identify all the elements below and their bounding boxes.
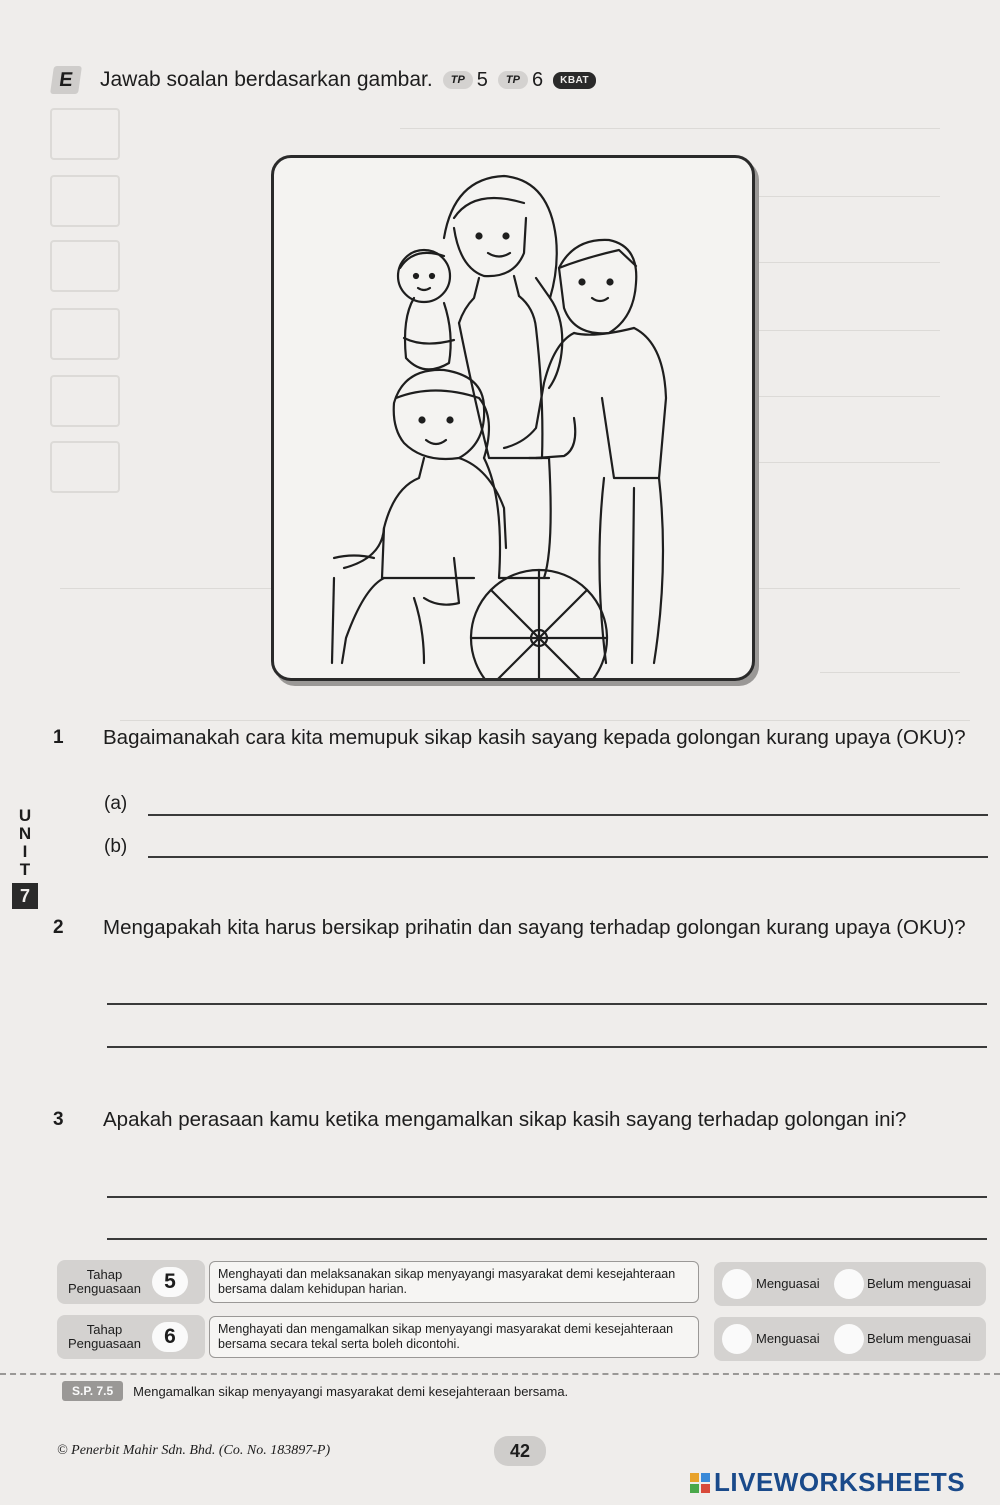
question-1a-answer-line[interactable] [148, 814, 988, 816]
question-3-text: Apakah perasaan kamu ketika mengamalkan sikap kasih sayang terhadap golongan ini? [103, 1108, 907, 1131]
illustration-drawing [274, 158, 752, 678]
question-3-number: 3 [53, 1109, 64, 1130]
page-number: 42 [494, 1436, 546, 1466]
unit-tab-number: 7 [12, 883, 38, 909]
mastery-level-number: 6 [152, 1322, 188, 1352]
tp-tag-number: 6 [531, 68, 544, 91]
question-2-number: 2 [53, 917, 64, 938]
question-3-answer-line-1[interactable] [107, 1196, 987, 1198]
unit-tab-letter: T [19, 860, 31, 879]
dashed-separator [0, 1373, 1000, 1375]
mastery-level-label [57, 1323, 152, 1351]
question-2-text: Mengapakah kita harus bersikap prihatin dan sayang terhadap golongan kurang upaya (OKU)? [103, 916, 966, 939]
mastery-level-5-options [714, 1262, 986, 1306]
copyright-text: © Penerbit Mahir Sdn. Bhd. (Co. No. 183897-P) [57, 1443, 331, 1458]
belum-menguasai-radio-6[interactable] [834, 1324, 864, 1354]
section-heading [52, 62, 596, 98]
watermark-text: LIVEWORKSHEETS [714, 1467, 966, 1497]
mastery-label-line2: Penguasaan [67, 1281, 141, 1296]
tp-tag-6 [498, 69, 543, 92]
tp-tag-label: TP [498, 71, 528, 89]
question-2-answer-line-2[interactable] [107, 1046, 987, 1048]
unit-tab-letter: U [18, 806, 32, 825]
question-1-text: Bagaimanakah cara kita memupuk sikap kasih sayang kepada golongan kurang upaya (OKU)? [103, 726, 966, 749]
unit-tab-letter: I [22, 842, 28, 861]
mastery-level-5-tag [57, 1260, 205, 1304]
question-1-number: 1 [53, 727, 64, 748]
tp-tag-label: TP [443, 71, 473, 89]
belum-menguasai-radio-5[interactable] [834, 1269, 864, 1299]
menguasai-label: Menguasai [756, 1331, 820, 1346]
menguasai-label: Menguasai [756, 1276, 820, 1291]
mastery-level-5-description: Menghayati dan melaksanakan sikap menyayangi masyarakat demi kesejahteraan bersama dalam kehidupan harian. [209, 1261, 699, 1303]
mastery-level-number: 5 [152, 1267, 188, 1297]
mastery-level-label [57, 1268, 152, 1296]
mastery-level-6-description: Menghayati dan mengamalkan sikap menyayangi masyarakat demi kesejahteraan bersama secara tekal serta boleh dicontohi. [209, 1316, 699, 1358]
liveworksheets-logo-icon [690, 1473, 710, 1493]
liveworksheets-watermark [690, 1467, 965, 1498]
mastery-level-6-tag [57, 1315, 205, 1359]
mastery-label-line1: Tahap [86, 1322, 123, 1337]
learning-standard [62, 1381, 568, 1401]
family-wheelchair-illustration [271, 155, 755, 681]
mother-figure [444, 176, 562, 458]
question-1-label-b: (b) [104, 836, 128, 857]
question-1b-answer-line[interactable] [148, 856, 988, 858]
tp-tag-5 [443, 69, 488, 92]
baby-figure [398, 250, 454, 369]
mastery-label-line2: Penguasaan [67, 1336, 141, 1351]
belum-menguasai-label: Belum menguasai [867, 1276, 972, 1291]
standard-text: Mengamalkan sikap menyayangi masyarakat demi kesejahteraan bersama. [133, 1383, 569, 1399]
belum-menguasai-label: Belum menguasai [867, 1331, 972, 1346]
wheelchair-child-figure [342, 370, 506, 663]
question-3-answer-line-2[interactable] [107, 1238, 987, 1240]
unit-tab-letter: N [18, 824, 32, 843]
wheelchair [332, 458, 607, 678]
kbat-badge: KBAT [553, 72, 596, 89]
section-letter-badge: E [50, 66, 82, 94]
mastery-level-6-options [714, 1317, 986, 1361]
menguasai-radio-6[interactable] [722, 1324, 752, 1354]
standard-code-badge: S.P. 7.5 [62, 1381, 123, 1401]
unit-tab [10, 807, 40, 909]
question-1-label-a: (a) [104, 793, 128, 814]
brother-figure [504, 240, 666, 663]
menguasai-radio-5[interactable] [722, 1269, 752, 1299]
tp-tag-number: 5 [476, 68, 488, 91]
section-instruction: Jawab soalan berdasarkan gambar. [100, 68, 433, 91]
question-2-answer-line-1[interactable] [107, 1003, 987, 1005]
mastery-label-line1: Tahap [86, 1267, 123, 1282]
